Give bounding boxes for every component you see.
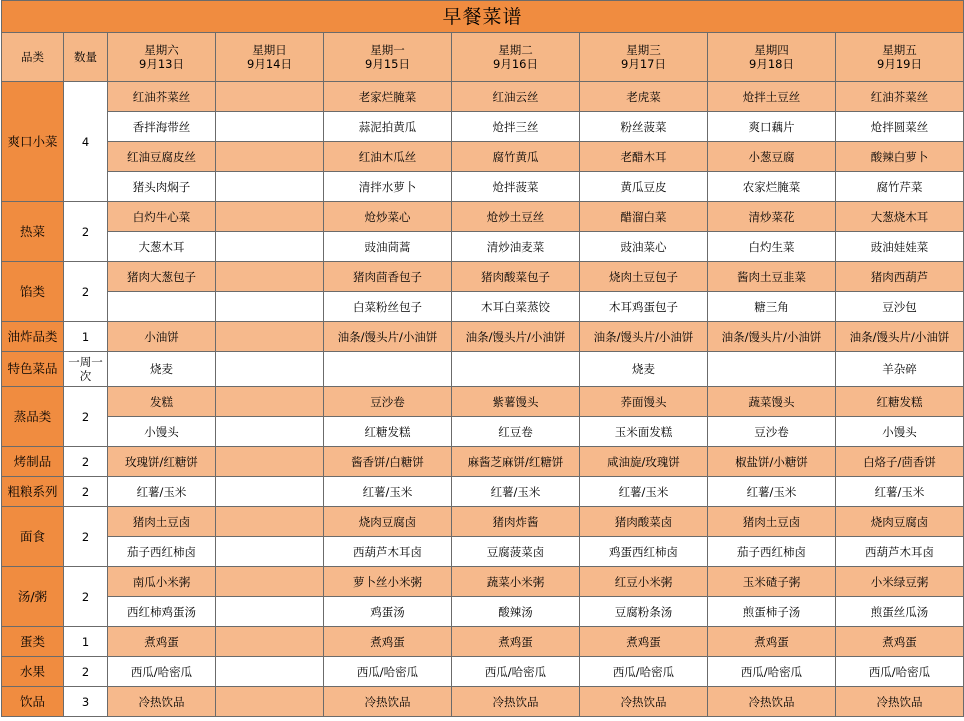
dish-cell: 茄子西红柿卤 [108, 537, 216, 567]
dish-cell: 茄子西红柿卤 [708, 537, 836, 567]
count-cell: 2 [64, 262, 108, 322]
dish-cell: 酱香饼/白糖饼 [324, 447, 452, 477]
dish-cell: 油条/馒头片/小油饼 [708, 322, 836, 352]
count-cell: 2 [64, 202, 108, 262]
dish-cell: 猪肉酸菜包子 [452, 262, 580, 292]
dish-cell: 煮鸡蛋 [580, 627, 708, 657]
dish-cell [216, 597, 324, 627]
dish-cell [216, 262, 324, 292]
dish-cell: 冷热饮品 [324, 687, 452, 717]
weekday-label: 星期四 [754, 43, 789, 57]
weekday-label: 星期三 [626, 43, 661, 57]
menu-row [2, 567, 964, 597]
dish-cell: 白菜粉丝包子 [324, 292, 452, 322]
dish-cell: 西葫芦木耳卤 [836, 537, 964, 567]
dish-cell: 小葱豆腐 [708, 142, 836, 172]
menu-row [2, 262, 964, 292]
dish-cell: 玉米碴子粥 [708, 567, 836, 597]
dish-cell: 酸辣白萝卜 [836, 142, 964, 172]
weekday-label: 星期五 [882, 43, 917, 57]
dish-cell: 腐竹黄瓜 [452, 142, 580, 172]
count-cell: 4 [64, 82, 108, 202]
count-header: 数量 [64, 33, 108, 82]
dish-cell [216, 232, 324, 262]
day-header [324, 33, 452, 82]
date-label: 9月16日 [493, 57, 538, 71]
dish-cell: 冷热饮品 [580, 687, 708, 717]
menu-row [2, 537, 964, 567]
dish-cell [452, 352, 580, 387]
dish-cell: 红薯/玉米 [580, 477, 708, 507]
dish-cell: 豆腐菠菜卤 [452, 537, 580, 567]
dish-cell [216, 657, 324, 687]
dish-cell: 紫薯馒头 [452, 387, 580, 417]
dish-cell: 豆腐粉条汤 [580, 597, 708, 627]
dish-cell: 萝卜丝小米粥 [324, 567, 452, 597]
day-header [216, 33, 324, 82]
dish-cell: 红薯/玉米 [708, 477, 836, 507]
dish-cell: 煮鸡蛋 [324, 627, 452, 657]
dish-cell: 煮鸡蛋 [452, 627, 580, 657]
category-cell: 特色菜品 [2, 352, 64, 387]
count-cell: 2 [64, 447, 108, 477]
dish-cell: 红油木瓜丝 [324, 142, 452, 172]
weekday-label: 星期一 [370, 43, 405, 57]
count-cell: 2 [64, 477, 108, 507]
dish-cell [216, 202, 324, 232]
category-cell: 面食 [2, 507, 64, 567]
dish-cell: 香拌海带丝 [108, 112, 216, 142]
dish-cell: 红糖发糕 [324, 417, 452, 447]
day-header [580, 33, 708, 82]
category-cell: 饮品 [2, 687, 64, 717]
dish-cell: 猪肉西葫芦 [836, 262, 964, 292]
dish-cell: 西瓜/哈密瓜 [580, 657, 708, 687]
dish-cell: 西葫芦木耳卤 [324, 537, 452, 567]
dish-cell: 炝拌菠菜 [452, 172, 580, 202]
dish-cell: 椒盐饼/小糖饼 [708, 447, 836, 477]
dish-cell: 烧麦 [108, 352, 216, 387]
dish-cell: 煮鸡蛋 [836, 627, 964, 657]
dish-cell: 煎蛋丝瓜汤 [836, 597, 964, 627]
dish-cell [216, 352, 324, 387]
dish-cell: 冷热饮品 [836, 687, 964, 717]
dish-cell [216, 627, 324, 657]
count-cell: 2 [64, 507, 108, 567]
dish-cell: 蔬菜小米粥 [452, 567, 580, 597]
dish-cell [216, 687, 324, 717]
dish-cell: 红油芥菜丝 [108, 82, 216, 112]
dish-cell: 清拌水萝卜 [324, 172, 452, 202]
category-cell: 爽口小菜 [2, 82, 64, 202]
dish-cell: 猪肉土豆卤 [708, 507, 836, 537]
dish-cell: 烧麦 [580, 352, 708, 387]
menu-row [2, 387, 964, 417]
count-cell: 2 [64, 387, 108, 447]
dish-cell: 煮鸡蛋 [708, 627, 836, 657]
dish-cell [216, 112, 324, 142]
dish-cell: 炝拌土豆丝 [708, 82, 836, 112]
dish-cell: 炝炒土豆丝 [452, 202, 580, 232]
category-cell: 汤/粥 [2, 567, 64, 627]
dish-cell: 红豆小米粥 [580, 567, 708, 597]
dish-cell: 白烙子/茴香饼 [836, 447, 964, 477]
dish-cell: 小馒头 [108, 417, 216, 447]
dish-cell: 豆沙包 [836, 292, 964, 322]
dish-cell [216, 507, 324, 537]
count-cell: 2 [64, 657, 108, 687]
dish-cell: 油条/馒头片/小油饼 [836, 322, 964, 352]
menu-row [2, 507, 964, 537]
dish-cell: 红油云丝 [452, 82, 580, 112]
dish-cell: 西红柿鸡蛋汤 [108, 597, 216, 627]
dish-cell [216, 172, 324, 202]
date-label: 9月13日 [139, 57, 184, 71]
day-header [108, 33, 216, 82]
dish-cell: 酸辣汤 [452, 597, 580, 627]
dish-cell: 小油饼 [108, 322, 216, 352]
dish-cell: 红薯/玉米 [836, 477, 964, 507]
dish-cell: 咸油旋/玫瑰饼 [580, 447, 708, 477]
dish-cell: 腐竹芹菜 [836, 172, 964, 202]
dish-cell: 煎蛋柿子汤 [708, 597, 836, 627]
dish-cell [216, 417, 324, 447]
category-cell: 热菜 [2, 202, 64, 262]
dish-cell: 醋溜白菜 [580, 202, 708, 232]
category-cell: 油炸品类 [2, 322, 64, 352]
dish-cell: 油条/馒头片/小油饼 [324, 322, 452, 352]
dish-cell: 冷热饮品 [452, 687, 580, 717]
dish-cell [216, 447, 324, 477]
menu-row [2, 447, 964, 477]
dish-cell: 蔬菜馒头 [708, 387, 836, 417]
dish-cell: 木耳鸡蛋包子 [580, 292, 708, 322]
dish-cell: 粉丝菠菜 [580, 112, 708, 142]
count-cell: 1 [64, 627, 108, 657]
dish-cell: 烧肉豆腐卤 [836, 507, 964, 537]
dish-cell: 鸡蛋汤 [324, 597, 452, 627]
dish-cell: 酱肉土豆韭菜 [708, 262, 836, 292]
dish-cell [216, 292, 324, 322]
day-header [452, 33, 580, 82]
dish-cell: 西瓜/哈密瓜 [108, 657, 216, 687]
dish-cell: 农家烂腌菜 [708, 172, 836, 202]
dish-cell: 炝炒菜心 [324, 202, 452, 232]
count-cell: 一周一次 [64, 352, 108, 387]
dish-cell [216, 477, 324, 507]
menu-row [2, 352, 964, 387]
dish-cell: 玫瑰饼/红糖饼 [108, 447, 216, 477]
dish-cell: 猪肉炸酱 [452, 507, 580, 537]
menu-row [2, 627, 964, 657]
dish-cell: 糖三角 [708, 292, 836, 322]
dish-cell: 老家烂腌菜 [324, 82, 452, 112]
category-cell: 蛋类 [2, 627, 64, 657]
weekday-label: 星期二 [498, 43, 533, 57]
date-label: 9月18日 [749, 57, 794, 71]
dish-cell: 蒜泥拍黄瓜 [324, 112, 452, 142]
dish-cell: 清炒油麦菜 [452, 232, 580, 262]
dish-cell: 小馒头 [836, 417, 964, 447]
dish-cell [216, 142, 324, 172]
menu-row [2, 477, 964, 507]
dish-cell: 烧肉土豆包子 [580, 262, 708, 292]
dish-cell: 冷热饮品 [708, 687, 836, 717]
dish-cell: 炝拌三丝 [452, 112, 580, 142]
menu-row [2, 322, 964, 352]
dish-cell: 红油豆腐皮丝 [108, 142, 216, 172]
menu-row [2, 82, 964, 112]
dish-cell: 猪肉茴香包子 [324, 262, 452, 292]
menu-row [2, 687, 964, 717]
dish-cell: 红薯/玉米 [108, 477, 216, 507]
menu-row [2, 142, 964, 172]
menu-row [2, 232, 964, 262]
menu-row [2, 292, 964, 322]
menu-row [2, 112, 964, 142]
day-header [708, 33, 836, 82]
dish-cell: 红薯/玉米 [324, 477, 452, 507]
date-label: 9月15日 [365, 57, 410, 71]
dish-cell [324, 352, 452, 387]
dish-cell: 发糕 [108, 387, 216, 417]
dish-cell [216, 322, 324, 352]
dish-cell: 烧肉豆腐卤 [324, 507, 452, 537]
dish-cell: 红豆卷 [452, 417, 580, 447]
dish-cell: 豆沙卷 [708, 417, 836, 447]
dish-cell: 红薯/玉米 [452, 477, 580, 507]
category-cell: 烤制品 [2, 447, 64, 477]
dish-cell [708, 352, 836, 387]
dish-cell: 爽口藕片 [708, 112, 836, 142]
dish-cell: 煮鸡蛋 [108, 627, 216, 657]
date-label: 9月14日 [247, 57, 292, 71]
date-label: 9月17日 [621, 57, 666, 71]
dish-cell [216, 537, 324, 567]
dish-cell: 红油芥菜丝 [836, 82, 964, 112]
dish-cell: 木耳白菜蒸饺 [452, 292, 580, 322]
dish-cell: 炝拌圆菜丝 [836, 112, 964, 142]
dish-cell: 黄瓜豆皮 [580, 172, 708, 202]
dish-cell: 油条/馒头片/小油饼 [580, 322, 708, 352]
date-label: 9月19日 [877, 57, 922, 71]
dish-cell: 西瓜/哈密瓜 [452, 657, 580, 687]
dish-cell: 猪肉大葱包子 [108, 262, 216, 292]
weekday-label: 星期日 [252, 43, 287, 57]
dish-cell: 大葱木耳 [108, 232, 216, 262]
dish-cell: 西瓜/哈密瓜 [708, 657, 836, 687]
dish-cell: 玉米面发糕 [580, 417, 708, 447]
menu-row [2, 172, 964, 202]
dish-cell: 羊杂碎 [836, 352, 964, 387]
dish-cell: 红糖发糕 [836, 387, 964, 417]
dish-cell: 大葱烧木耳 [836, 202, 964, 232]
category-cell: 粗粮系列 [2, 477, 64, 507]
count-cell: 1 [64, 322, 108, 352]
count-cell: 3 [64, 687, 108, 717]
dish-cell [216, 387, 324, 417]
dish-cell: 豆沙卷 [324, 387, 452, 417]
dish-cell: 白灼牛心菜 [108, 202, 216, 232]
dish-cell: 老醋木耳 [580, 142, 708, 172]
dish-cell: 冷热饮品 [108, 687, 216, 717]
dish-cell: 南瓜小米粥 [108, 567, 216, 597]
dish-cell: 荞面馒头 [580, 387, 708, 417]
category-cell: 蒸品类 [2, 387, 64, 447]
category-cell: 馅类 [2, 262, 64, 322]
dish-cell: 豉油娃娃菜 [836, 232, 964, 262]
dish-cell: 猪肉土豆卤 [108, 507, 216, 537]
dish-cell: 豉油菜心 [580, 232, 708, 262]
dish-cell [216, 82, 324, 112]
dish-cell: 猪头肉焖子 [108, 172, 216, 202]
menu-row [2, 657, 964, 687]
category-header: 品类 [2, 33, 64, 82]
dish-cell: 猪肉酸菜卤 [580, 507, 708, 537]
menu-row [2, 417, 964, 447]
count-cell: 2 [64, 567, 108, 627]
weekday-label: 星期六 [144, 43, 179, 57]
dish-cell: 西瓜/哈密瓜 [324, 657, 452, 687]
menu-row [2, 597, 964, 627]
breakfast-menu-table [1, 0, 964, 717]
dish-cell [108, 292, 216, 322]
dish-cell: 白灼生菜 [708, 232, 836, 262]
menu-row [2, 202, 964, 232]
dish-cell: 豉油茼蒿 [324, 232, 452, 262]
menu-title: 早餐菜谱 [2, 1, 964, 33]
dish-cell: 老虎菜 [580, 82, 708, 112]
dish-cell: 小米绿豆粥 [836, 567, 964, 597]
dish-cell: 清炒菜花 [708, 202, 836, 232]
category-cell: 水果 [2, 657, 64, 687]
dish-cell [216, 567, 324, 597]
dish-cell: 西瓜/哈密瓜 [836, 657, 964, 687]
dish-cell: 麻酱芝麻饼/红糖饼 [452, 447, 580, 477]
dish-cell: 鸡蛋西红柿卤 [580, 537, 708, 567]
day-header [836, 33, 964, 82]
dish-cell: 油条/馒头片/小油饼 [452, 322, 580, 352]
